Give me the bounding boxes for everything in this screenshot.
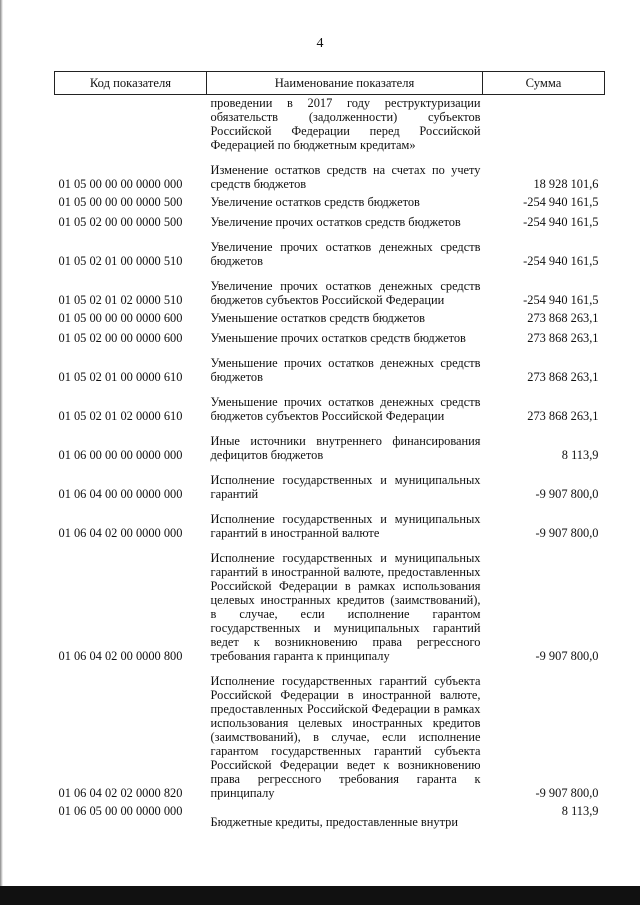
table-row [55, 385, 605, 424]
row-code: 01 05 02 01 00 0000 510 [58, 254, 183, 268]
table-row [55, 801, 605, 830]
row-code: 01 05 02 01 00 0000 610 [58, 370, 183, 384]
row-sum: -254 940 161,5 [523, 215, 599, 229]
header-name: Наименование показателя [207, 72, 483, 95]
row-sum: 18 928 101,6 [533, 177, 599, 191]
row-sum: 273 868 263,1 [527, 409, 599, 423]
header-sum: Сумма [483, 72, 605, 95]
table-row [55, 210, 605, 230]
row-sum: -9 907 800,0 [535, 487, 599, 501]
row-code: 01 06 04 02 00 0000 800 [58, 649, 183, 663]
row-name: Уменьшение прочих остатков денежных средств бюджетов субъектов Российской Федерации [210, 395, 481, 423]
row-name: Исполнение государственных и муниципальных гарантий [210, 473, 481, 501]
row-name: Уменьшение прочих остатков денежных средств бюджетов [210, 356, 481, 384]
row-name: Увеличение остатков средств бюджетов [210, 195, 420, 209]
table-header-row [55, 72, 605, 95]
row-name: Увеличение прочих остатков денежных средств бюджетов субъектов Российской Федерации [210, 279, 481, 307]
row-code: 01 05 02 00 00 0000 600 [58, 331, 183, 345]
row-code: 01 05 02 00 00 0000 500 [58, 215, 183, 229]
row-name: Увеличение прочих остатков средств бюджетов [210, 215, 461, 229]
row-name: Уменьшение прочих остатков средств бюджетов [210, 331, 466, 345]
row-code: 01 05 00 00 00 0000 600 [58, 311, 183, 325]
row-sum: -9 907 800,0 [535, 526, 599, 540]
row-sum: 273 868 263,1 [527, 370, 599, 384]
row-code [55, 95, 207, 154]
row-sum: -9 907 800,0 [535, 649, 599, 663]
row-name: Бюджетные кредиты, предоставленные внутри [210, 815, 458, 829]
scan-bottom-edge [0, 886, 640, 905]
row-sum: -254 940 161,5 [523, 195, 599, 209]
row-sum: 8 113,9 [561, 804, 599, 818]
row-code: 01 05 00 00 00 0000 500 [58, 195, 183, 209]
row-name: Увеличение прочих остатков денежных средств бюджетов [210, 240, 481, 268]
row-sum: 8 113,9 [561, 448, 599, 462]
row-sum: -254 940 161,5 [523, 254, 599, 268]
row-name: Исполнение государственных гарантий субъекта Российской Федерации в иностранной валюте, предоставленных Российской Федерации в рамках использования целевых иностранных кредитов (заимствований), в случае, если исполнение гарантом государственных гарантий субъекта Российской Федерации ведет к возникновению права регрессного требования гаранта к принципалу [210, 674, 481, 800]
table-row [55, 664, 605, 801]
table-row [55, 541, 605, 664]
row-name: Исполнение государственных и муниципальных гарантий в иностранной валюте, предоставленных Российской Федерации в рамках использования целевых иностранных кредитов (заимствований), в случае, если исполнение гарантом государственных и муниципальных гарантий ведет к возникновению права регрессного требования гаранта к принципалу [210, 551, 481, 663]
row-code: 01 06 00 00 00 0000 000 [58, 448, 183, 462]
table-row [55, 95, 605, 154]
row-code: 01 06 04 02 00 0000 000 [58, 526, 183, 540]
row-sum [483, 95, 605, 154]
table-row [55, 269, 605, 308]
sources-table [54, 71, 605, 830]
table-row [55, 424, 605, 463]
table-row [55, 346, 605, 385]
row-name: Изменение остатков средств на счетах по учету средств бюджетов [210, 163, 481, 191]
scan-edge-shadow [0, 0, 3, 905]
table-row [55, 230, 605, 269]
row-name: проведении в 2017 году реструктуризации обязательств (задолженности) субъектов Российской Федерации перед Российской Федерацией по бюджетным кредитам» [210, 96, 481, 152]
header-code: Код показателя [55, 72, 207, 95]
table-row [55, 502, 605, 541]
row-sum: -254 940 161,5 [523, 293, 599, 307]
page-number: 4 [316, 36, 324, 51]
table-row [55, 463, 605, 502]
row-code: 01 06 05 00 00 0000 000 [58, 804, 183, 818]
row-sum: 273 868 263,1 [527, 331, 599, 345]
row-code: 01 06 04 00 00 0000 000 [58, 487, 183, 501]
row-code: 01 05 02 01 02 0000 510 [58, 293, 183, 307]
table-row [55, 308, 605, 326]
table-row [55, 326, 605, 346]
row-sum: -9 907 800,0 [535, 786, 599, 800]
row-name: Иные источники внутреннего финансирования дефицитов бюджетов [210, 434, 481, 462]
row-name: Уменьшение остатков средств бюджетов [210, 311, 426, 325]
row-code: 01 05 00 00 00 0000 000 [58, 177, 183, 191]
row-code: 01 06 04 02 02 0000 820 [58, 786, 183, 800]
table-row [55, 153, 605, 192]
table-row [55, 192, 605, 210]
row-code: 01 05 02 01 02 0000 610 [58, 409, 183, 423]
row-sum: 273 868 263,1 [527, 311, 599, 325]
row-name: Исполнение государственных и муниципальных гарантий в иностранной валюте [210, 512, 481, 540]
